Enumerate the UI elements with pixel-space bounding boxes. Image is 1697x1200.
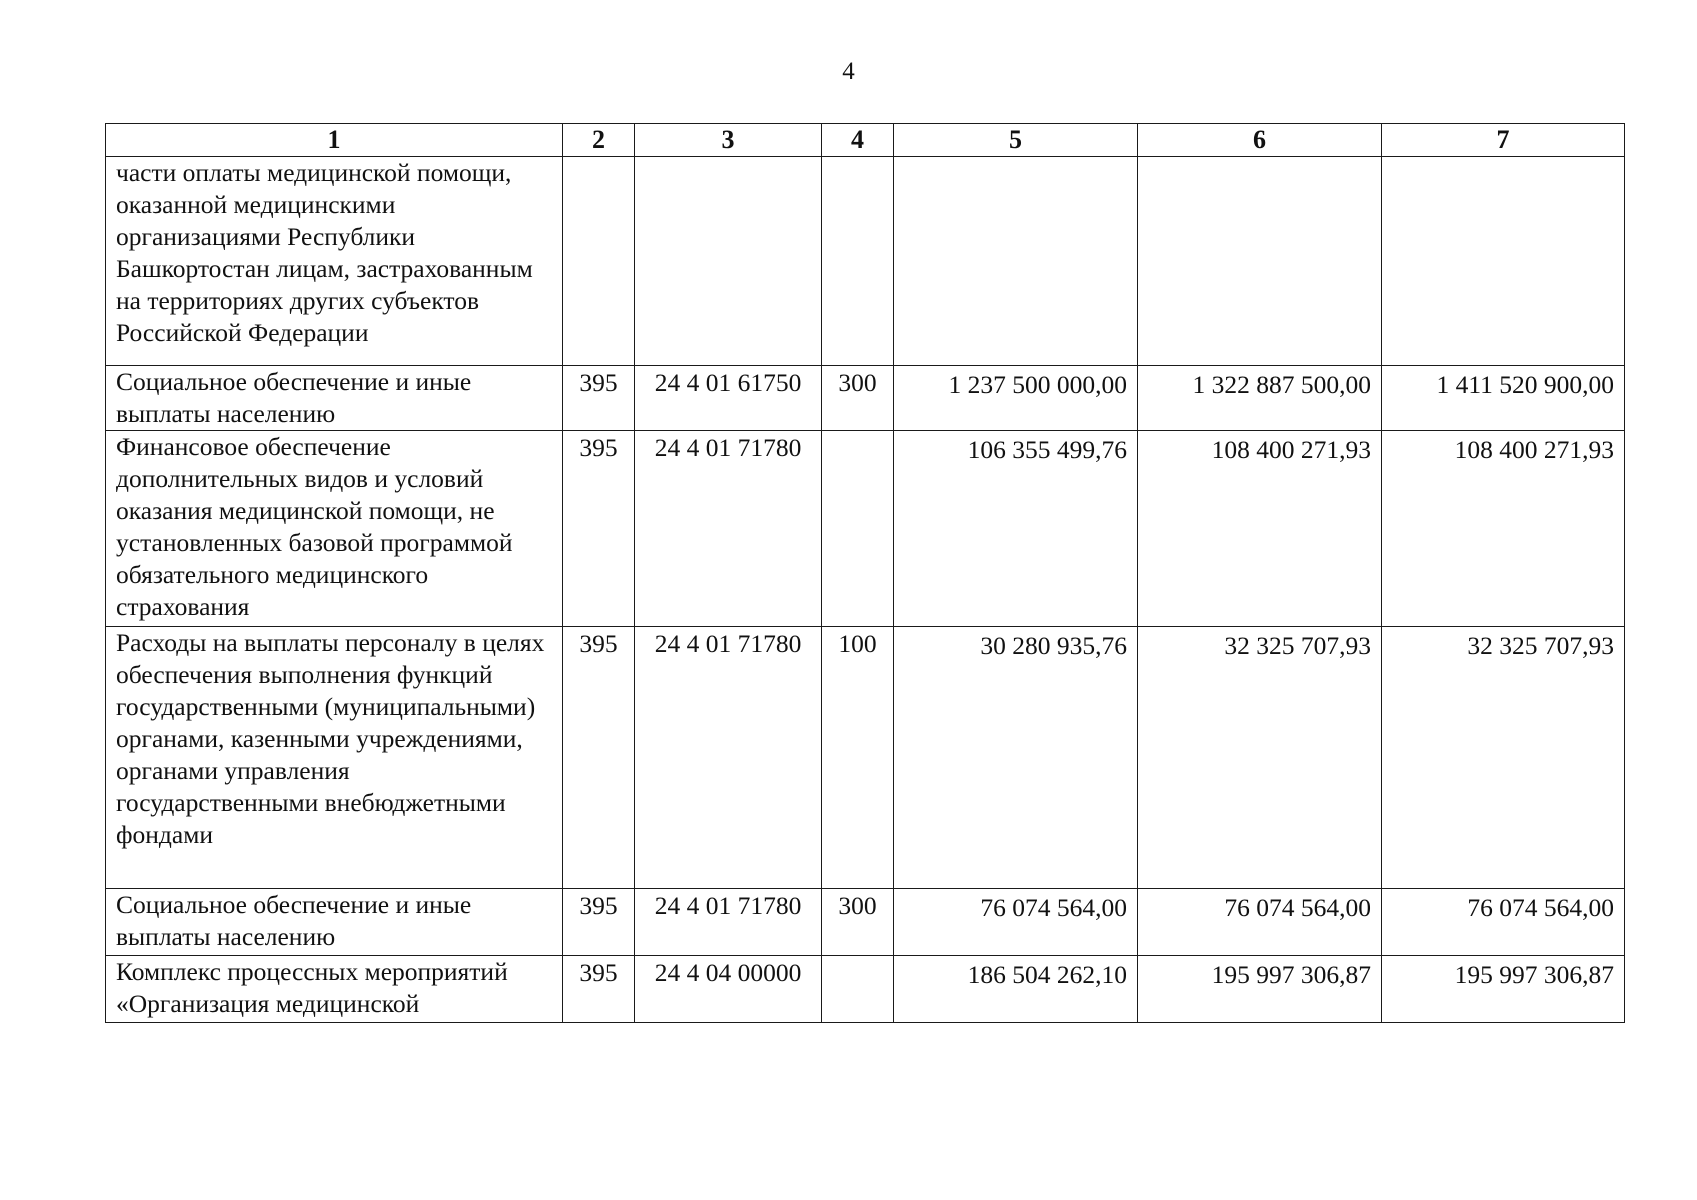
row-vr: 300	[822, 889, 894, 956]
row-year2: 32 325 707,93	[1138, 627, 1382, 889]
row-cs	[635, 157, 822, 366]
column-header-6: 6	[1138, 124, 1382, 157]
row-year2	[1138, 157, 1382, 366]
row-cs: 24 4 01 71780	[635, 627, 822, 889]
row-gr: 395	[563, 431, 635, 627]
column-header-2: 2	[563, 124, 635, 157]
row-year2: 108 400 271,93	[1138, 431, 1382, 627]
table-row	[106, 431, 1625, 627]
row-year1: 186 504 262,10	[894, 956, 1138, 1023]
row-cs: 24 4 01 61750	[635, 366, 822, 431]
row-vr	[822, 431, 894, 627]
table-row	[106, 956, 1625, 1023]
row-cs: 24 4 04 00000	[635, 956, 822, 1023]
row-year1	[894, 157, 1138, 366]
row-year3: 76 074 564,00	[1382, 889, 1625, 956]
row-year3: 195 997 306,87	[1382, 956, 1625, 1023]
row-vr: 300	[822, 366, 894, 431]
row-year3: 108 400 271,93	[1382, 431, 1625, 627]
row-name: Расходы на выплаты персоналу в целях обеспечения выполнения функций государственными (муниципальными) органами, казенными учреждениями, органами управления государственными внебюджетными фондами	[106, 627, 563, 889]
row-year1: 76 074 564,00	[894, 889, 1138, 956]
row-gr: 395	[563, 627, 635, 889]
row-vr	[822, 956, 894, 1023]
column-header-3: 3	[635, 124, 822, 157]
column-header-7: 7	[1382, 124, 1625, 157]
row-year1: 106 355 499,76	[894, 431, 1138, 627]
column-header-1: 1	[106, 124, 563, 157]
row-gr: 395	[563, 366, 635, 431]
row-name: Социальное обеспечение и иные выплаты населению	[106, 889, 563, 956]
row-name: части оплаты медицинской помощи, оказанной медицинскими организациями Республики Башкортостан лицам, застрахованным на территориях других субъектов Российской Федерации	[106, 157, 563, 366]
row-cs: 24 4 01 71780	[635, 431, 822, 627]
header-row	[106, 124, 1625, 157]
row-year3: 32 325 707,93	[1382, 627, 1625, 889]
row-year2: 195 997 306,87	[1138, 956, 1382, 1023]
table-row	[106, 157, 1625, 366]
row-name: Комплекс процессных мероприятий «Организация медицинской	[106, 956, 563, 1023]
row-year2: 76 074 564,00	[1138, 889, 1382, 956]
row-vr	[822, 157, 894, 366]
row-year3: 1 411 520 900,00	[1382, 366, 1625, 431]
row-gr: 395	[563, 956, 635, 1023]
column-header-5: 5	[894, 124, 1138, 157]
column-header-4: 4	[822, 124, 894, 157]
row-name: Социальное обеспечение и иные выплаты населению	[106, 366, 563, 431]
row-year3	[1382, 157, 1625, 366]
page-number: 4	[842, 58, 855, 85]
row-name: Финансовое обеспечение дополнительных видов и условий оказания медицинской помощи, не установленных базовой программой обязательного медицинского страхования	[106, 431, 563, 627]
table-row	[106, 889, 1625, 956]
table-row	[106, 627, 1625, 889]
budget-table	[105, 123, 1625, 1023]
row-year1: 30 280 935,76	[894, 627, 1138, 889]
table-row	[106, 366, 1625, 431]
row-gr	[563, 157, 635, 366]
row-year2: 1 322 887 500,00	[1138, 366, 1382, 431]
row-vr: 100	[822, 627, 894, 889]
row-cs: 24 4 01 71780	[635, 889, 822, 956]
row-year1: 1 237 500 000,00	[894, 366, 1138, 431]
row-gr: 395	[563, 889, 635, 956]
